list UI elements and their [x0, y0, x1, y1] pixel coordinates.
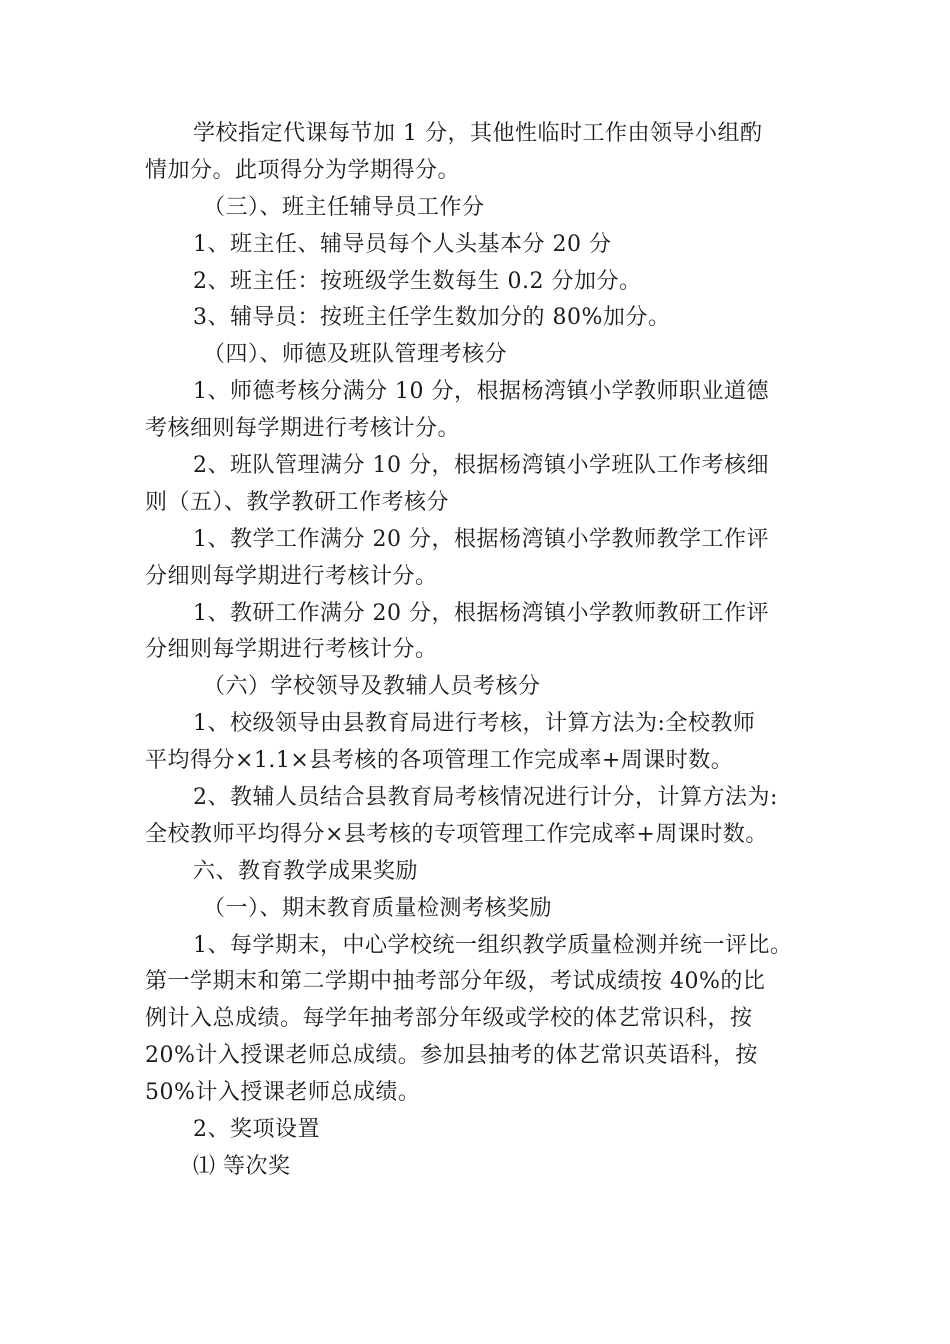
paragraph-line: 1、教研工作满分 20 分，根据杨湾镇小学教师教研工作评	[193, 600, 769, 626]
paragraph-line: 分细则每学期进行考核计分。	[145, 563, 438, 589]
paragraph-line: 2、班队管理满分 10 分，根据杨湾镇小学班队工作考核细	[193, 453, 769, 479]
paragraph-line: ⑴ 等次奖	[193, 1153, 291, 1179]
paragraph-line: 第一学期末和第二学期中抽考部分年级，考试成绩按 40%的比	[145, 969, 766, 995]
section-heading: 六、教育教学成果奖励	[193, 858, 419, 884]
section-heading: （四）、师德及班队管理考核分	[203, 342, 508, 368]
document-body	[145, 116, 825, 1186]
paragraph-line: 1、教学工作满分 20 分，根据杨湾镇小学教师教学工作评	[193, 526, 769, 552]
paragraph-line: 20%计入授课老师总成绩。参加县抽考的体艺常识英语科，按	[145, 1043, 758, 1069]
paragraph-line: 2、班主任：按班级学生数每生 0.2 分加分。	[193, 268, 642, 294]
paragraph-line: 3、辅导员：按班主任学生数加分的 80%加分。	[193, 305, 671, 331]
paragraph-line: 分细则每学期进行考核计分。	[145, 637, 438, 663]
paragraph-line: 平均得分×1.1×县考核的各项管理工作完成率+周课时数。	[145, 748, 734, 774]
section-heading: （六）学校领导及教辅人员考核分	[203, 674, 541, 700]
paragraph-line: 1、每学期末，中心学校统一组织教学质量检测并统一评比。	[193, 932, 793, 958]
paragraph-line: 学校指定代课每节加 1 分，其他性临时工作由领导小组酌	[193, 121, 763, 146]
paragraph-line: 情加分。此项得分为学期得分。	[145, 157, 461, 183]
paragraph-line: 2、奖项设置	[193, 1117, 320, 1143]
paragraph-line: 例计入总成绩。每学年抽考部分年级或学校的体艺常识科，按	[145, 1006, 753, 1032]
paragraph-line: 50%计入授课老师总成绩。	[145, 1080, 421, 1106]
paragraph-line: 全校教师平均得分×县考核的专项管理工作完成率+周课时数。	[145, 821, 768, 847]
paragraph-line: 考核细则每学期进行考核计分。	[145, 416, 461, 442]
paragraph-line: 则（五）、教学教研工作考核分	[145, 489, 450, 515]
paragraph-line: 2、教辅人员结合县教育局考核情况进行计分，计算方法为:	[193, 785, 778, 811]
section-heading: （一）、期末教育质量检测考核奖励	[203, 895, 553, 921]
section-heading: （三）、班主任辅导员工作分	[203, 194, 485, 220]
paragraph-line: 1、师德考核分满分 10 分，根据杨湾镇小学教师职业道德	[193, 379, 769, 405]
paragraph-line: 1、班主任、辅导员每个人头基本分 20 分	[193, 231, 612, 257]
paragraph-line: 1、校级领导由县教育局进行考核，计算方法为:全校教师	[193, 711, 756, 737]
